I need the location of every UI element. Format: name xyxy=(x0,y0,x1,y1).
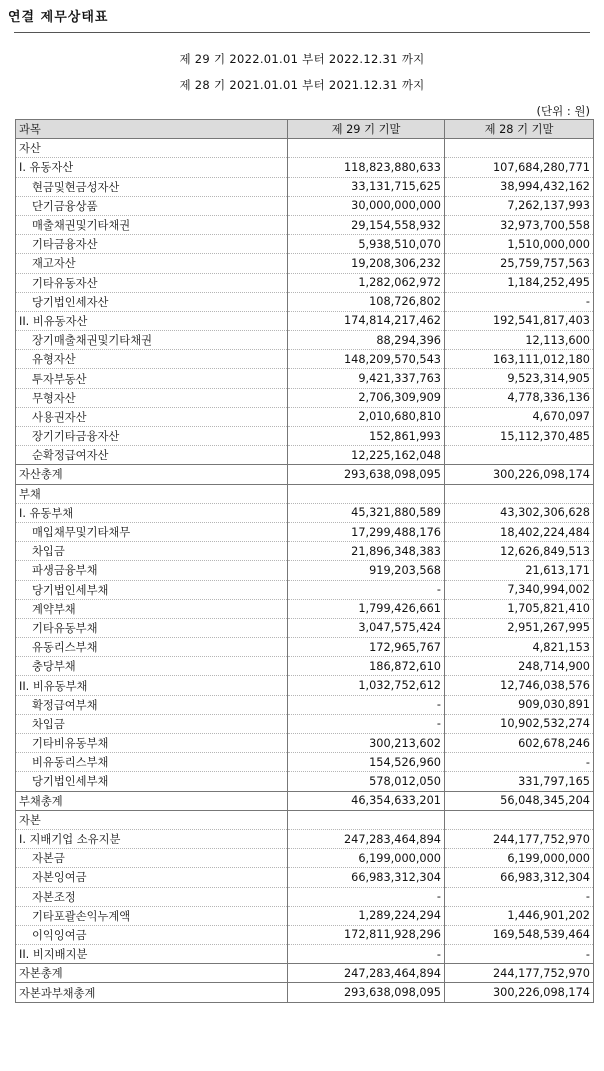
account-label: 당기법인세부채 xyxy=(16,580,288,599)
table-body xyxy=(16,139,594,1002)
table-row xyxy=(16,407,594,426)
prior-period-value xyxy=(445,810,594,829)
table-row xyxy=(16,215,594,234)
current-period-value: 1,032,752,612 xyxy=(288,676,445,695)
current-period-value: 2,706,309,909 xyxy=(288,388,445,407)
current-period-value: 293,638,098,095 xyxy=(288,465,445,484)
table-row xyxy=(16,561,594,580)
table-row xyxy=(16,580,594,599)
prior-period-value: 107,684,280,771 xyxy=(445,158,594,177)
period-prior: 제 28 기 2021.01.01 부터 2021.12.31 까지 xyxy=(179,78,425,92)
table-row xyxy=(16,331,594,350)
prior-period-value xyxy=(445,139,594,158)
table-row xyxy=(16,983,594,1002)
current-period-value: 293,638,098,095 xyxy=(288,983,445,1002)
table-row xyxy=(16,350,594,369)
prior-period-value: 300,226,098,174 xyxy=(445,465,594,484)
table-row xyxy=(16,465,594,484)
current-period-value: 5,938,510,070 xyxy=(288,235,445,254)
table-header-row xyxy=(16,120,594,139)
account-label: 유형자산 xyxy=(16,350,288,369)
account-label: 현금및현금성자산 xyxy=(16,177,288,196)
table-row xyxy=(16,734,594,753)
table-row xyxy=(16,139,594,158)
current-period-value: 174,814,217,462 xyxy=(288,311,445,330)
prior-period-value: 602,678,246 xyxy=(445,734,594,753)
current-period-value xyxy=(288,810,445,829)
prior-period-value: 25,759,757,563 xyxy=(445,254,594,273)
table-row xyxy=(16,446,594,465)
account-label: II. 비유동부채 xyxy=(16,676,288,695)
account-label: 자본잉여금 xyxy=(16,868,288,887)
prior-period-value: 12,626,849,513 xyxy=(445,542,594,561)
table-row xyxy=(16,829,594,848)
account-label: 자본조정 xyxy=(16,887,288,906)
current-period-value xyxy=(288,139,445,158)
prior-period-value: 244,177,752,970 xyxy=(445,964,594,983)
account-label: 장기매출채권및기타채권 xyxy=(16,331,288,350)
prior-period-value xyxy=(445,484,594,503)
title-divider xyxy=(14,32,590,33)
table-row xyxy=(16,388,594,407)
account-label: 파생금융부채 xyxy=(16,561,288,580)
prior-period-value: 1,510,000,000 xyxy=(445,235,594,254)
current-period-value: 30,000,000,000 xyxy=(288,196,445,215)
prior-period-value: 32,973,700,558 xyxy=(445,215,594,234)
account-label: 확정급여부채 xyxy=(16,695,288,714)
current-period-value: 17,299,488,176 xyxy=(288,522,445,541)
prior-period-value: 7,262,137,993 xyxy=(445,196,594,215)
account-label: 유동리스부채 xyxy=(16,638,288,657)
current-period-value: 3,047,575,424 xyxy=(288,618,445,637)
current-period-value: 919,203,568 xyxy=(288,561,445,580)
table-row xyxy=(16,638,594,657)
account-label: 자본과부채총계 xyxy=(16,983,288,1002)
prior-period-value: 244,177,752,970 xyxy=(445,829,594,848)
account-label: 재고자산 xyxy=(16,254,288,273)
table-row xyxy=(16,503,594,522)
table-row xyxy=(16,369,594,388)
account-label: 당기법인세자산 xyxy=(16,292,288,311)
prior-period-value: 12,746,038,576 xyxy=(445,676,594,695)
prior-period-value xyxy=(445,446,594,465)
header-current-period: 제 29 기 기말 xyxy=(288,120,445,139)
prior-period-value: 15,112,370,485 xyxy=(445,427,594,446)
table-row xyxy=(16,657,594,676)
table-row xyxy=(16,542,594,561)
current-period-value: - xyxy=(288,714,445,733)
table-row xyxy=(16,906,594,925)
current-period-value: 172,811,928,296 xyxy=(288,925,445,944)
current-period-value: 300,213,602 xyxy=(288,734,445,753)
table-row xyxy=(16,791,594,810)
table-row xyxy=(16,810,594,829)
account-label: 무형자산 xyxy=(16,388,288,407)
account-label: II. 비지배지분 xyxy=(16,945,288,964)
prior-period-value: 2,951,267,995 xyxy=(445,618,594,637)
table-row xyxy=(16,196,594,215)
prior-period-value: 331,797,165 xyxy=(445,772,594,791)
table-row xyxy=(16,292,594,311)
prior-period-value: 6,199,000,000 xyxy=(445,849,594,868)
current-period-value: 108,726,802 xyxy=(288,292,445,311)
table-row xyxy=(16,235,594,254)
table-row xyxy=(16,427,594,446)
table-row xyxy=(16,945,594,964)
account-label: 차입금 xyxy=(16,542,288,561)
current-period-value: 154,526,960 xyxy=(288,753,445,772)
current-period-value: 19,208,306,232 xyxy=(288,254,445,273)
account-label: 자산총계 xyxy=(16,465,288,484)
account-label: 매입채무및기타채무 xyxy=(16,522,288,541)
prior-period-value: 4,670,097 xyxy=(445,407,594,426)
current-period-value: 148,209,570,543 xyxy=(288,350,445,369)
prior-period-value: 1,184,252,495 xyxy=(445,273,594,292)
account-label: I. 유동자산 xyxy=(16,158,288,177)
current-period-value: 1,289,224,294 xyxy=(288,906,445,925)
account-label: 자본총계 xyxy=(16,964,288,983)
current-period-value: 66,983,312,304 xyxy=(288,868,445,887)
current-period-value: 186,872,610 xyxy=(288,657,445,676)
prior-period-value: - xyxy=(445,292,594,311)
current-period-value: - xyxy=(288,580,445,599)
table-row xyxy=(16,273,594,292)
current-period-value: - xyxy=(288,887,445,906)
prior-period-value: 9,523,314,905 xyxy=(445,369,594,388)
prior-period-value: 248,714,900 xyxy=(445,657,594,676)
account-label: 자본 xyxy=(16,810,288,829)
table-row xyxy=(16,714,594,733)
table-row xyxy=(16,964,594,983)
period-current: 제 29 기 2022.01.01 부터 2022.12.31 까지 xyxy=(179,52,425,66)
account-label: 기타금융자산 xyxy=(16,235,288,254)
prior-period-value: 1,446,901,202 xyxy=(445,906,594,925)
prior-period-value: 7,340,994,002 xyxy=(445,580,594,599)
current-period-value: 88,294,396 xyxy=(288,331,445,350)
table-row xyxy=(16,158,594,177)
current-period-value: 6,199,000,000 xyxy=(288,849,445,868)
account-label: 기타유동자산 xyxy=(16,273,288,292)
account-label: 차입금 xyxy=(16,714,288,733)
prior-period-value: 21,613,171 xyxy=(445,561,594,580)
account-label: 사용권자산 xyxy=(16,407,288,426)
prior-period-value: 300,226,098,174 xyxy=(445,983,594,1002)
current-period-value: 118,823,880,633 xyxy=(288,158,445,177)
current-period-value: - xyxy=(288,695,445,714)
current-period-value: 152,861,993 xyxy=(288,427,445,446)
account-label: I. 유동부채 xyxy=(16,503,288,522)
header-prior-period: 제 28 기 기말 xyxy=(445,120,594,139)
current-period-value: 247,283,464,894 xyxy=(288,829,445,848)
table-row xyxy=(16,311,594,330)
table-row xyxy=(16,753,594,772)
prior-period-value: 192,541,817,403 xyxy=(445,311,594,330)
account-label: 순확정급여자산 xyxy=(16,446,288,465)
account-label: II. 비유동자산 xyxy=(16,311,288,330)
prior-period-value: 10,902,532,274 xyxy=(445,714,594,733)
current-period-value: 29,154,558,932 xyxy=(288,215,445,234)
account-label: 자본금 xyxy=(16,849,288,868)
current-period-value: 9,421,337,763 xyxy=(288,369,445,388)
table-row xyxy=(16,695,594,714)
account-label: 매출채권및기타채권 xyxy=(16,215,288,234)
account-label: 비유동리스부채 xyxy=(16,753,288,772)
header-account: 과목 xyxy=(16,120,288,139)
prior-period-value: - xyxy=(445,887,594,906)
prior-period-value: 163,111,012,180 xyxy=(445,350,594,369)
table-row xyxy=(16,254,594,273)
document-title: 연결 제무상태표 xyxy=(8,10,109,25)
account-label: 기타포괄손익누계액 xyxy=(16,906,288,925)
table-row xyxy=(16,887,594,906)
table-row xyxy=(16,925,594,944)
prior-period-value: 56,048,345,204 xyxy=(445,791,594,810)
prior-period-value: 43,302,306,628 xyxy=(445,503,594,522)
current-period-value: 12,225,162,048 xyxy=(288,446,445,465)
table-row xyxy=(16,676,594,695)
account-label: 자산 xyxy=(16,139,288,158)
account-label: 장기기타금융자산 xyxy=(16,427,288,446)
prior-period-value: 909,030,891 xyxy=(445,695,594,714)
current-period-value: 172,965,767 xyxy=(288,638,445,657)
account-label: 이익잉여금 xyxy=(16,925,288,944)
table-row xyxy=(16,849,594,868)
current-period-value xyxy=(288,484,445,503)
current-period-value: 46,354,633,201 xyxy=(288,791,445,810)
account-label: 기타비유동부채 xyxy=(16,734,288,753)
current-period-value: 247,283,464,894 xyxy=(288,964,445,983)
current-period-value: 1,282,062,972 xyxy=(288,273,445,292)
account-label: 단기금융상품 xyxy=(16,196,288,215)
account-label: 부채총계 xyxy=(16,791,288,810)
table-row xyxy=(16,868,594,887)
table-row xyxy=(16,599,594,618)
prior-period-value: 169,548,539,464 xyxy=(445,925,594,944)
balance-sheet-table xyxy=(15,119,594,1003)
current-period-value: 2,010,680,810 xyxy=(288,407,445,426)
prior-period-value: 18,402,224,484 xyxy=(445,522,594,541)
account-label: I. 지배기업 소유지분 xyxy=(16,829,288,848)
unit-note: (단위 : 원) xyxy=(536,104,590,118)
current-period-value: 578,012,050 xyxy=(288,772,445,791)
current-period-value: 21,896,348,383 xyxy=(288,542,445,561)
current-period-value: 45,321,880,589 xyxy=(288,503,445,522)
account-label: 기타유동부채 xyxy=(16,618,288,637)
account-label: 부채 xyxy=(16,484,288,503)
account-label: 계약부채 xyxy=(16,599,288,618)
table-row xyxy=(16,484,594,503)
prior-period-value: 4,821,153 xyxy=(445,638,594,657)
table-row xyxy=(16,177,594,196)
table-row xyxy=(16,618,594,637)
prior-period-value: 12,113,600 xyxy=(445,331,594,350)
account-label: 충당부채 xyxy=(16,657,288,676)
prior-period-value: - xyxy=(445,753,594,772)
prior-period-value: 1,705,821,410 xyxy=(445,599,594,618)
account-label: 당기법인세부채 xyxy=(16,772,288,791)
prior-period-value: - xyxy=(445,945,594,964)
prior-period-value: 4,778,336,136 xyxy=(445,388,594,407)
prior-period-value: 66,983,312,304 xyxy=(445,868,594,887)
current-period-value: 1,799,426,661 xyxy=(288,599,445,618)
table-row xyxy=(16,772,594,791)
table-row xyxy=(16,522,594,541)
current-period-value: - xyxy=(288,945,445,964)
account-label: 투자부동산 xyxy=(16,369,288,388)
prior-period-value: 38,994,432,162 xyxy=(445,177,594,196)
current-period-value: 33,131,715,625 xyxy=(288,177,445,196)
